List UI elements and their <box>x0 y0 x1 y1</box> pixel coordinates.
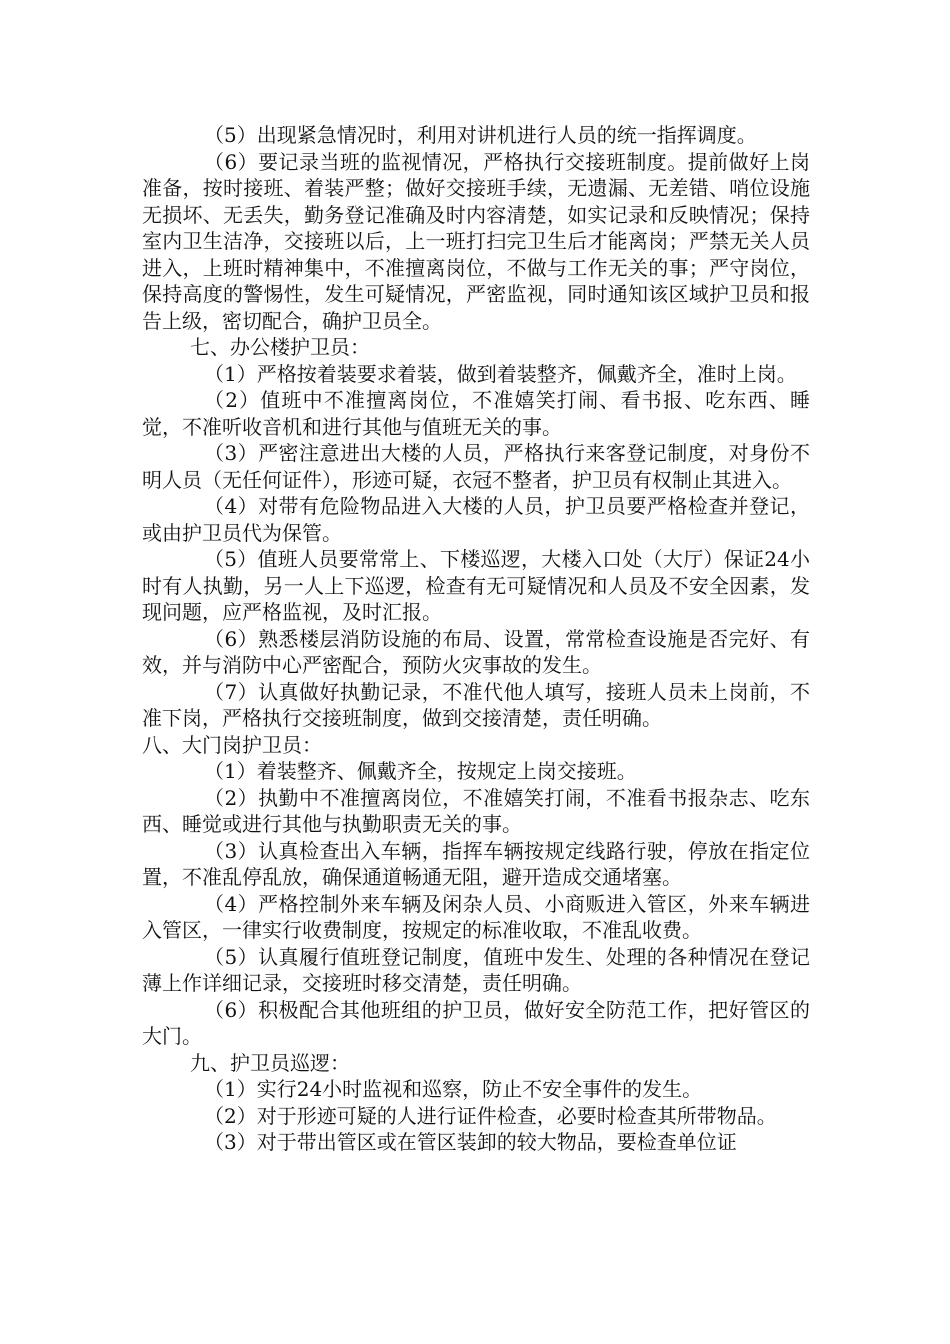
paragraph: （6）积极配合其他班组的护卫员，做好安全防范工作，把好管区的大门。 <box>142 997 810 1048</box>
paragraph: （6）要记录当班的监视情况，严格执行交接班制度。提前做好上岗准备，按时接班、着装严整；做好交接班手续，无遗漏、无差错、哨位设施无损坏、无丢失，勤务登记准确及时内容清楚，如实记录和反映情况；保持室内卫生洁净，交接班以后，上一班打扫完卫生后才能离岗；严禁无关人员进入，上班时精神集中，不准擅离岗位，不做与工作无关的事；严守岗位，保持高度的警惕性，发生可疑情况，严密监视，同时通知该区域护卫员和报告上级，密切配合，确护卫员全。 <box>142 149 810 333</box>
paragraph: （2）值班中不准擅离岗位，不准嬉笑打闹、看书报、吃东西、睡觉，不准听收音机和进行其他与值班无关的事。 <box>142 388 810 439</box>
paragraph: （3）对于带出管区或在管区装卸的较大物品，要检查单位证 <box>204 1130 737 1154</box>
document-body <box>142 122 810 1156</box>
paragraph: （2）对于形迹可疑的人进行证件检查，必要时检查其所带物品。 <box>204 1103 777 1128</box>
paragraph: 七、办公楼护卫员： <box>190 335 370 359</box>
paragraph: （4）严格控制外来车辆及闲杂人员、小商贩进入管区，外来车辆进入管区，一律实行收费制度，按规定的标准收取，不准乱收费。 <box>142 891 810 942</box>
paragraph: （4）对带有危险物品进入大楼的人员，护卫员要严格检查并登记，或由护卫员代为保管。 <box>142 494 810 545</box>
paragraph: （3）认真检查出入车辆，指挥车辆按规定线路行驶，停放在指定位置，不准乱停乱放，确保通道畅通无阻，避开造成交通堵塞。 <box>142 838 810 889</box>
paragraph: （1）实行24小时监视和巡察，防止不安全事件的发生。 <box>204 1077 703 1101</box>
paragraph: （7）认真做好执勤记录，不准代他人填写，接班人员未上岗前，不准下岗，严格执行交接班制度，做到交接清楚，责任明确。 <box>142 679 810 730</box>
paragraph: （5）值班人员要常常上、下楼巡逻，大楼入口处（大厅）保证24小时有人执勤，另一人上下巡逻，检查有无可疑情况和人员及不安全因素，发现问题，应严格监视，及时汇报。 <box>142 547 810 624</box>
paragraph: （5）认真履行值班登记制度，值班中发生、处理的各种情况在登记薄上作详细记录，交接班时移交清楚，责任明确。 <box>142 944 810 995</box>
paragraph: 九、护卫员巡逻： <box>190 1050 350 1075</box>
paragraph: （2）执勤中不准擅离岗位，不准嬉笑打闹，不准看书报杂志、吃东西、睡觉或进行其他与执勤职责无关的事。 <box>142 785 810 836</box>
paragraph: 八、大门岗护卫员： <box>142 732 322 757</box>
paragraph: （1）严格按着装要求着装，做到着装整齐，佩戴齐全，准时上岗。 <box>204 361 797 386</box>
paragraph: （1）着装整齐、佩戴齐全，按规定上岗交接班。 <box>204 759 637 783</box>
paragraph: （6）熟悉楼层消防设施的布局、设置，常常检查设施是否完好、有效，并与消防中心严密配合，预防火灾事故的发生。 <box>142 626 810 677</box>
paragraph: （5）出现紧急情况时，利用对讲机进行人员的统一指挥调度。 <box>204 123 757 147</box>
paragraph: （3）严密注意进出大楼的人员，严格执行来客登记制度，对身份不明人员（无任何证件），形迹可疑，衣冠不整者，护卫员有权制止其进入。 <box>142 441 810 492</box>
